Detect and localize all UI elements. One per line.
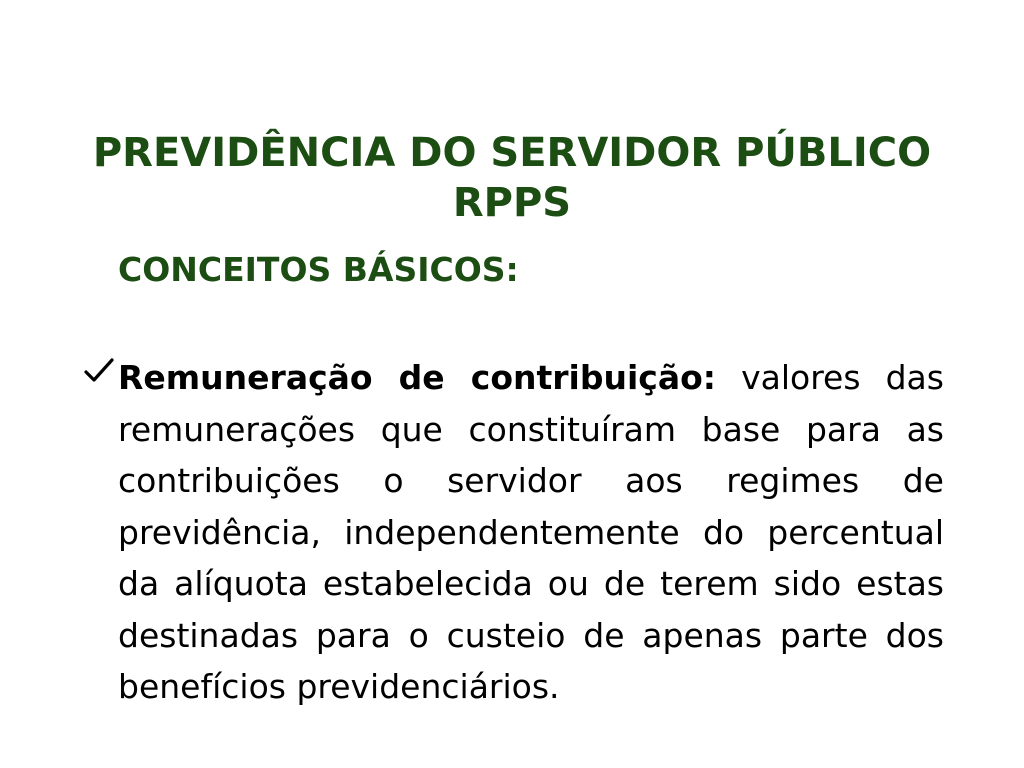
title-line-2: RPPS	[452, 180, 572, 226]
bullet-item	[118, 352, 944, 713]
bullet-term: Remuneração de contribuição:	[118, 358, 716, 397]
bullet-definition: valores das remunerações que constituíram base para as contribuições o servidor aos regimes de previdência, independentemente do percentual da alíquota estabelecida ou de terem sido estas destinadas para o custeio de apenas parte dos benefícios previdenciários.	[118, 358, 944, 706]
checkmark-icon	[82, 354, 116, 388]
title-line-1: PREVIDÊNCIA DO SERVIDOR PÚBLICO	[92, 130, 932, 176]
section-subtitle: CONCEITOS BÁSICOS:	[118, 250, 519, 289]
slide-title	[0, 128, 1024, 228]
